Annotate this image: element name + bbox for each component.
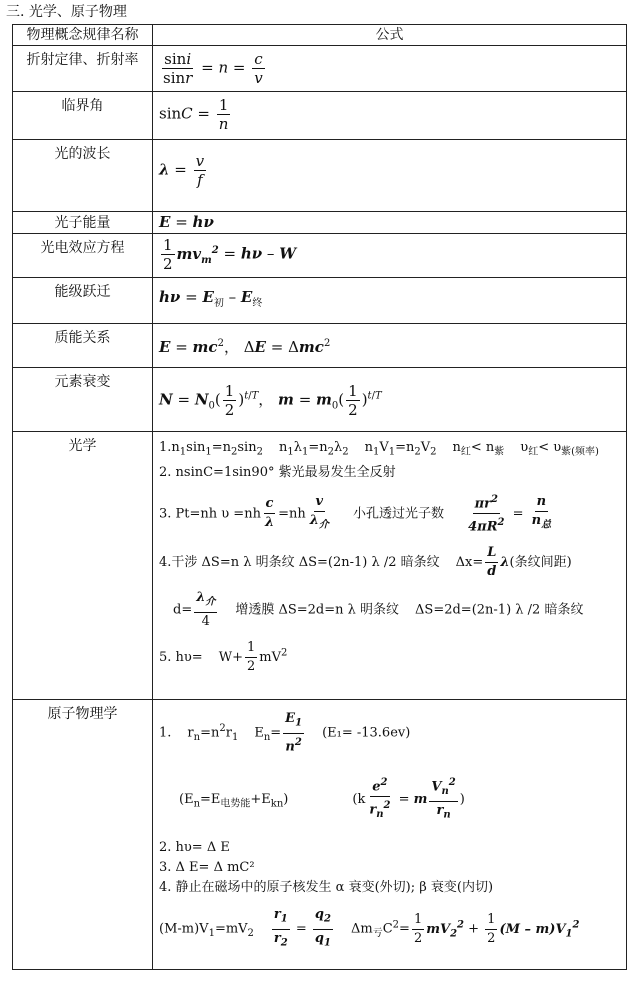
formula-mass-energy: $E = mc^2$， ΔE = Δmc$^2$ (153, 324, 627, 368)
formula-table (12, 24, 627, 970)
atomic-line-1b: $(E_n=E_{电势能}+E_{kn})$ (k $\frac{e^2}{r_n^2}$ = m $\frac{V_n^2}{r_n}$ ) (159, 774, 620, 825)
atomic-line-2: 2. hυ= Δ E (159, 840, 230, 856)
header-concept: 物理概念规律名称 (13, 25, 153, 46)
row-name: 光子能量 (13, 212, 153, 234)
formula-photoelectric: $\frac{1}{2}$ $mv_m^2 = h\nu - W$ (153, 234, 627, 278)
optics-line-4: 4.干涉 ΔS=n λ 明条纹 ΔS=(2n-1) λ /2 暗条纹 Δx= $\frac{L}{d}$ λ(条纹间距) (159, 545, 572, 580)
optics-line-1: $1.n_1\sin_1=n_2\sin_2$ $n_1\lambda_1=n_2\lambda_2$ $n_1V_1=n_2V_2$ $n_红< n_紫$ $\upsilon_红< \upsilon_{紫(频率)}$ (159, 440, 599, 458)
header-formula: 公式 (153, 25, 627, 46)
row-name: 能级跃迁 (13, 278, 153, 324)
atomic-line-1: 1. $r_n=n^2r_1$ $E_n=$ $\frac{E_1}{n^2}$ (E₁= -13.6ev) (159, 711, 411, 754)
row-name: 元素衰变 (13, 368, 153, 432)
optics-line-2: 2. nsinC=1sin90° 紫光最易发生全反射 (159, 464, 396, 480)
formula-energy-level: $h\nu = E_初 - E_终$ (153, 278, 627, 324)
optics-line-6: 5. hυ= W+ $\frac{1}{2}$ $mV^2$ (159, 639, 288, 674)
formula-atomic (153, 700, 627, 970)
page-title: 三. 光学、原子物理 (6, 4, 127, 20)
formula-refraction: $\frac{\sin i}{\sin r}$ = n = $\frac{c}{v}$ (153, 46, 627, 92)
row-name: 临界角 (13, 92, 153, 140)
formula-critical-angle: sinC = $\frac{1}{n}$ (153, 92, 627, 140)
formula-wavelength: λ = $\frac{v}{f}$ (153, 140, 627, 212)
formula-optics (153, 432, 627, 700)
row-name: 折射定律、折射率 (13, 46, 153, 92)
formula-decay: $N = N_0$( $\frac{1}{2}$ )$^{t/T}$， $m = m_0$( $\frac{1}{2}$ )$^{t/T}$ (153, 368, 627, 432)
formula-photon-energy: E = hν (153, 212, 627, 234)
atomic-line-3: 3. Δ E= Δ mC² (159, 860, 255, 876)
row-name: 原子物理学 (13, 700, 153, 970)
row-name: 光学 (13, 432, 153, 700)
row-name: 光电效应方程 (13, 234, 153, 278)
atomic-line-5: $(M-m)V_1=mV_2$ $\frac{r_1}{r_2}$ = $\frac{q_2}{q_1}$ $\Delta m_亏C^2=$ $\frac{1}{2}$ $mV_2^2$ + $\frac{1}{2}$ $(M - m)V_1^2$ (159, 907, 580, 949)
atomic-line-4: 4. 静止在磁场中的原子核发生 α 衰变(外切); β 衰变(内切) (159, 880, 494, 896)
row-name: 质能关系 (13, 324, 153, 368)
row-name: 光的波长 (13, 140, 153, 212)
optics-line-5: d= $\frac{\lambda_介}{4}$ 增透膜 ΔS=2d=n λ 明条纹 ΔS=2d=(2n-1) λ /2 暗条纹 (173, 590, 584, 629)
optics-line-3: 3. Pt=nh υ =nh $\frac{c}{\lambda}$ =nh $\frac{v}{\lambda_介}$ 小孔透过光子数 $\frac{\pi r^2}{4\pi R^2}$ = $\frac{n}{n_总}$ (159, 491, 620, 537)
